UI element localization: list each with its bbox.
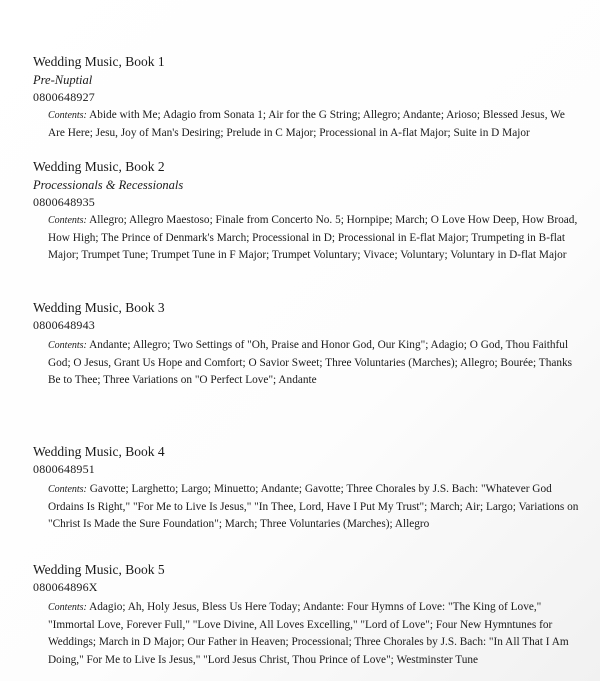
book-contents: [48, 337, 583, 390]
book-isbn: 080064896X: [33, 580, 98, 594]
contents-text: Andante; Allegro; Two Settings of "Oh, Praise and Honor God, Our King"; Adagio; O God, Thou Faithful God; O Jesus, Grant Us Hope and Comfort; O Savior Sweet; Three Voluntaries (Marches); Allegro; Bourée; Thanks Be to Thee; Three Variations on "O Perfect Love"; Andante: [48, 339, 573, 386]
book-contents: [48, 107, 583, 142]
contents-text: Gavotte; Larghetto; Largo; Minuetto; Andante; Gavotte; Three Chorales by J.S. Bach: "Whatever God Ordains Is Right," "For Me to Live Is Jesus," "In Thee, Lord, Have I Put My Trust"; March; Air; Largo; Variations on "Christ Is Made the Sure Foundation"; March; Three Voluntaries (Marches); Allegro: [48, 483, 579, 530]
book-isbn: 0800648943: [33, 318, 95, 332]
book-entry-3: [33, 299, 583, 390]
book-title: Wedding Music, Book 5: [33, 562, 165, 577]
contents-label: Contents:: [48, 484, 87, 495]
contents-text: Allegro; Allegro Maestoso; Finale from Concerto No. 5; Hornpipe; March; O Love How Deep, How Broad, How High; The Prince of Denmark's March; Processional in D; Processional in E-flat Major; Trumpeting in B-flat Major; Trumpet Tune; Trumpet Tune in F Major; Trumpet Voluntary; Vivace; Voluntary; Voluntary in D-flat Major: [48, 214, 578, 261]
book-title: Wedding Music, Book 1: [33, 54, 165, 69]
book-entry-1: [33, 53, 583, 142]
book-entry-4: [33, 443, 583, 534]
book-contents: [48, 212, 583, 265]
contents-label: Contents:: [48, 215, 87, 226]
book-title: Wedding Music, Book 3: [33, 300, 165, 315]
contents-label: Contents:: [48, 110, 87, 121]
contents-label: Contents:: [48, 602, 87, 613]
book-entry-2: [33, 158, 583, 265]
contents-text: Abide with Me; Adagio from Sonata 1; Air for the G String; Allegro; Andante; Arioso; Blessed Jesus, We Are Here; Jesu, Joy of Man's Desiring; Prelude in C Major; Processional in A-flat Major; Suite in D Major: [48, 109, 565, 139]
book-isbn: 0800648951: [33, 462, 95, 476]
book-entry-5: [33, 561, 583, 669]
book-contents: [48, 481, 583, 534]
book-title: Wedding Music, Book 2: [33, 159, 165, 174]
contents-label: Contents:: [48, 340, 87, 351]
contents-text: Adagio; Ah, Holy Jesus, Bless Us Here Today; Andante: Four Hymns of Love: "The King of Love," "Immortal Love, Forever Full," "Love Divine, All Loves Excelling," "Lord of Love"; Four New Hymntunes for Weddings; March in D Major; Our Father in Heaven; Processional; Three Chorales by J.S. Bach: "In All That I Am Doing," For Me to Live Is Jesus," "Lord Jesus Christ, Thou Prince of Love"; Westminster Tune: [48, 601, 569, 666]
book-isbn: 0800648935: [33, 195, 95, 209]
book-subtitle: Processionals & Recessionals: [33, 178, 184, 192]
book-subtitle: Pre-Nuptial: [33, 73, 93, 87]
book-contents: [48, 599, 583, 669]
book-isbn: 0800648927: [33, 90, 95, 104]
book-title: Wedding Music, Book 4: [33, 444, 165, 459]
